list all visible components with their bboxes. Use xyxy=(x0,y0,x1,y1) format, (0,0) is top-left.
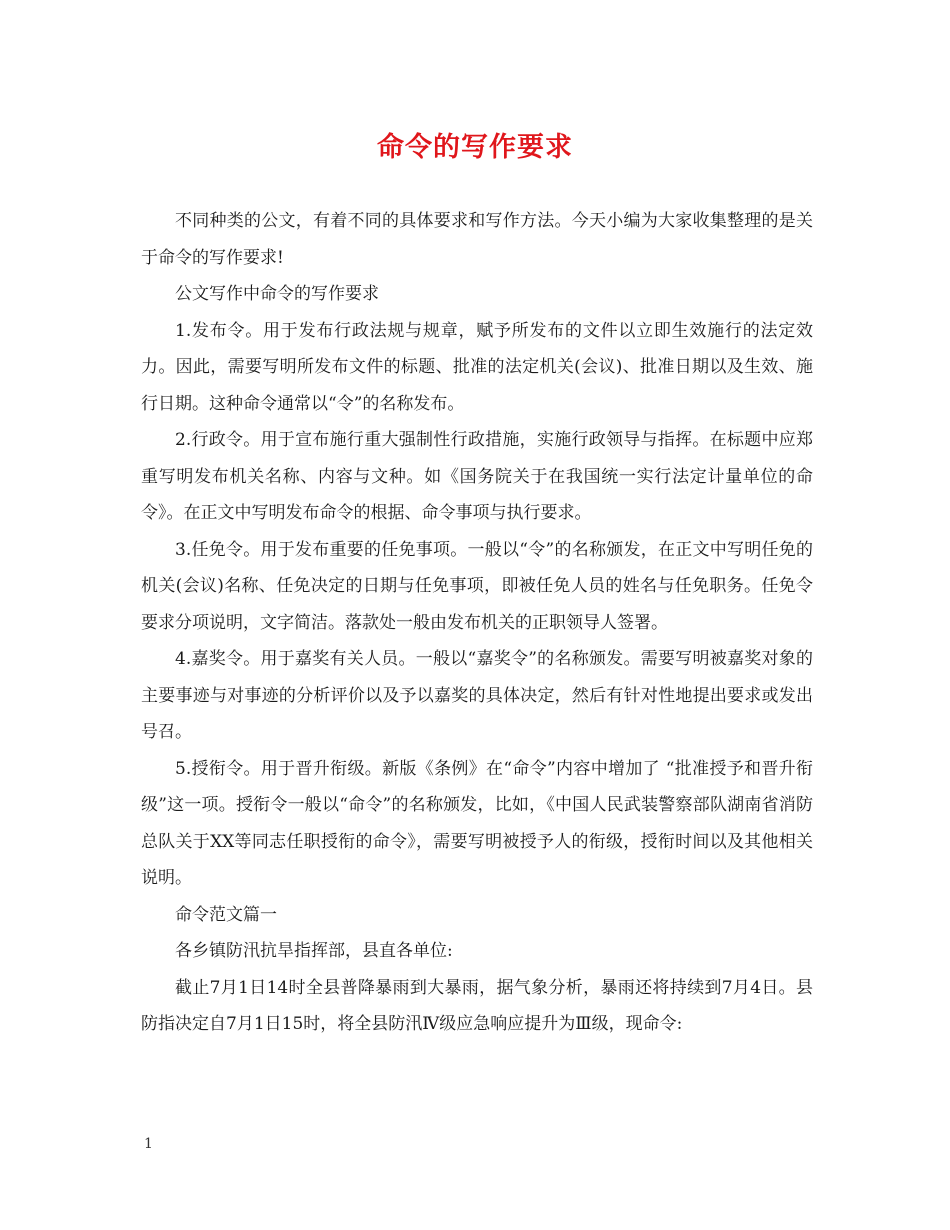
section-heading-requirements: 公文写作中命令的写作要求 xyxy=(175,284,379,304)
paragraph-appointment-order: 3.任免令。用于发布重要的任免事项。一般以“令”的名称颁发，在正文中写明任免的机关(会议)名称、任免决定的日期与任免事项，即被任免人员的姓名与任免职务。任免令要求分项说明，文字简洁。落款处一般由发布机关的正职领导人签署。 xyxy=(141,539,813,633)
paragraph-commendation-order: 4.嘉奖令。用于嘉奖有关人员。一般以“嘉奖令”的名称颁发。需要写明被嘉奖对象的主要事迹与对事迹的分析评价以及予以嘉奖的具体决定，然后有针对性地提出要求或发出号召。 xyxy=(141,649,813,742)
document-title: 命令的写作要求 xyxy=(377,132,573,163)
paragraph-publication-order: 1.发布令。用于发布行政法规与规章，赋予所发布的文件以立即生效施行的法定效力。因此，需要写明所发布文件的标题、批准的法定机关(会议)、批准日期以及生效、施行日期。这种命令通常以“令”的名称发布。 xyxy=(141,320,813,414)
sample-body-paragraph: 截止7月1日14时全县普降暴雨到大暴雨，据气象分析，暴雨还将持续到7月4日。县防指决定自7月1日15时，将全县防汛Ⅳ级应急响应提升为Ⅲ级，现命令: xyxy=(141,977,813,1034)
section-heading-sample: 命令范文篇一 xyxy=(175,904,277,925)
intro-paragraph: 不同种类的公文，有着不同的具体要求和写作方法。今天小编为大家收集整理的是关于命令的写作要求! xyxy=(141,211,813,268)
document-body xyxy=(141,203,813,1043)
sample-salutation: 各乡镇防汛抗旱指挥部，县直各单位: xyxy=(175,941,453,961)
paragraph-administrative-order: 2.行政令。用于宣布施行重大强制性行政措施，实施行政领导与指挥。在标题中应郑重写明发布机关名称、内容与文种。如《国务院关于在我国统一实行法定计量单位的命令》。在正文中写明发布命令的根据、命令事项与执行要求。 xyxy=(141,430,813,523)
paragraph-rank-order: 5.授衔令。用于晋升衔级。新版《条例》在“命令”内容中增加了 “批准授予和晋升衔级”这一项。授衔令一般以“命令”的名称颁发，比如，《中国人民武装警察部队湖南省消防总队关于XX等同志任职授衔的命令》，需要写明被授予人的衔级，授衔时间以及其他相关说明。 xyxy=(141,758,813,888)
page-number: 1 xyxy=(144,1136,153,1152)
